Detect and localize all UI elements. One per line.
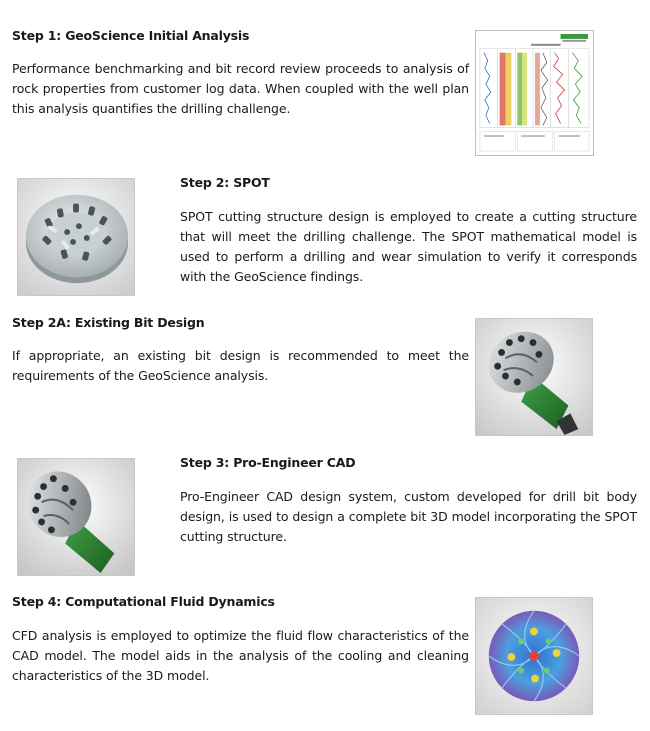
geoscience-log-chart-image [475, 30, 594, 156]
spot-cutting-structure-image [17, 178, 135, 296]
existing-bit-design-image [475, 318, 593, 436]
step-2a-body: If appropriate, an existing bit design is recommended to meet the requirements of the GeoScience analysis. [12, 348, 469, 383]
step-3-heading: Step 3: Pro-Engineer CAD [180, 455, 356, 470]
step-4-heading: Step 4: Computational Fluid Dynamics [12, 594, 275, 609]
step-3-body: Pro-Engineer CAD design system, custom developed for drill bit body design, is used to design a complete bit 3D model incorporating the SPOT cutting structure. [180, 489, 637, 544]
drill-bit-cad-graphic [18, 459, 134, 575]
geoscience-log-chart-graphic [476, 31, 593, 155]
cfd-flow-graphic [476, 598, 592, 714]
step-2-body: SPOT cutting structure design is employed to create a cutting structure that will meet the drilling challenge. The SPOT mathematical model is used to perform a drilling and wear simulation to verify it corresponds with the GeoScience findings. [180, 209, 637, 284]
step-2a-heading: Step 2A: Existing Bit Design [12, 315, 205, 330]
step-2-heading: Step 2: SPOT [180, 175, 270, 190]
spot-model-graphic [18, 179, 134, 295]
step-1-heading: Step 1: GeoScience Initial Analysis [12, 28, 250, 43]
pro-engineer-cad-image [17, 458, 135, 576]
drill-bit-green-graphic [476, 319, 592, 435]
cfd-analysis-image [475, 597, 593, 715]
step-1-body: Performance benchmarking and bit record review proceeds to analysis of rock properties from customer log data. When coupled with the well plan this analysis quantifies the drilling challenge. [12, 61, 469, 116]
step-4-body: CFD analysis is employed to optimize the fluid flow characteristics of the CAD model. The model aids in the analysis of the cooling and cleaning characteristics of the 3D model. [12, 628, 469, 683]
